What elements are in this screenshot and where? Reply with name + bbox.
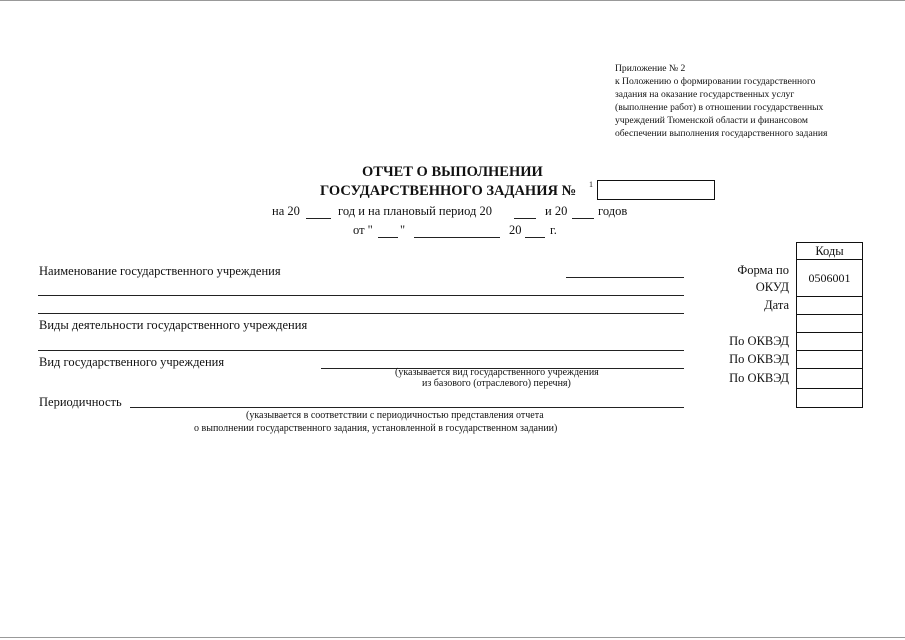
periodicity-hint-2: о выполнении государственного задания, установленной в государственном задании) [194, 423, 558, 434]
okved-label-2: По ОКВЭД [729, 352, 789, 366]
period-suffix: годов [598, 204, 628, 218]
date-label: Дата [764, 298, 789, 312]
appendix-line: Приложение № 2 [615, 63, 686, 74]
periodicity-line[interactable] [130, 407, 684, 408]
type-hint-1: (указывается вид государственного учреждения [395, 367, 599, 378]
okved-cell-2[interactable] [796, 350, 863, 369]
date-month-blank[interactable] [414, 237, 500, 238]
appendix-line: к Положению о формировании государственного [615, 76, 816, 87]
appendix-line: задания на оказание государственных услуг [615, 89, 795, 100]
task-number-box[interactable] [597, 180, 715, 200]
date-g: г. [550, 223, 557, 237]
date-day-blank[interactable] [378, 237, 398, 238]
report-title-line1: ОТЧЕТ О ВЫПОЛНЕНИИ [362, 164, 543, 180]
report-title-line2: ГОСУДАРСТВЕННОГО ЗАДАНИЯ № [320, 183, 577, 199]
scan-bottom-edge [0, 637, 905, 638]
periodicity-label: Периодичность [39, 395, 122, 409]
institution-name-label: Наименование государственного учреждения [39, 264, 281, 278]
institution-name-line-a[interactable] [566, 277, 684, 278]
plan-year2-blank[interactable] [572, 218, 594, 219]
period-and: и 20 [545, 204, 568, 218]
date-year-blank[interactable] [525, 237, 545, 238]
okved-cell-3[interactable] [796, 368, 863, 389]
scan-top-edge [0, 0, 905, 1]
forma-label-1: Форма по [737, 263, 789, 277]
extra-cell[interactable] [796, 388, 863, 408]
date-year-prefix: 20 [509, 223, 522, 237]
institution-type-label: Вид государственного учреждения [39, 355, 225, 369]
title-footnote: 1 [589, 180, 593, 189]
okved-label-3: По ОКВЭД [729, 371, 789, 385]
date-ot: от " [353, 223, 373, 237]
type-hint-2: из базового (отраслевого) перечня) [422, 378, 571, 389]
period-mid: год и на плановый период 20 [338, 204, 492, 218]
periodicity-hint-1: (указывается в соответствии с периодичностью представления отчета [246, 410, 544, 421]
okud-value: 0506001 [808, 271, 851, 285]
okved-label-1: По ОКВЭД [729, 334, 789, 348]
okud-cell[interactable] [796, 259, 863, 297]
appendix-note [615, 62, 827, 140]
blank-cell[interactable] [796, 314, 863, 333]
forma-label-2: ОКУД [755, 280, 789, 294]
period-prefix: на 20 [272, 204, 300, 218]
codes-header [796, 242, 863, 260]
okved-cell-1[interactable] [796, 332, 863, 351]
plan-year1-blank[interactable] [514, 218, 536, 219]
activities-line[interactable] [38, 350, 684, 351]
period-year-blank[interactable] [306, 218, 331, 219]
activities-label: Виды деятельности государственного учреждения [39, 318, 308, 332]
date-cell[interactable] [796, 296, 863, 315]
appendix-line: учреждений Тюменской области и финансовом [615, 115, 808, 126]
codes-header-label: Коды [815, 244, 844, 258]
appendix-line: обеспечении выполнения государственного задания [615, 128, 828, 139]
appendix-line: (выполнение работ) в отношении государственных [615, 102, 824, 113]
institution-name-line-c[interactable] [38, 313, 684, 314]
institution-name-line-b[interactable] [38, 295, 684, 296]
date-quote: " [400, 223, 406, 237]
